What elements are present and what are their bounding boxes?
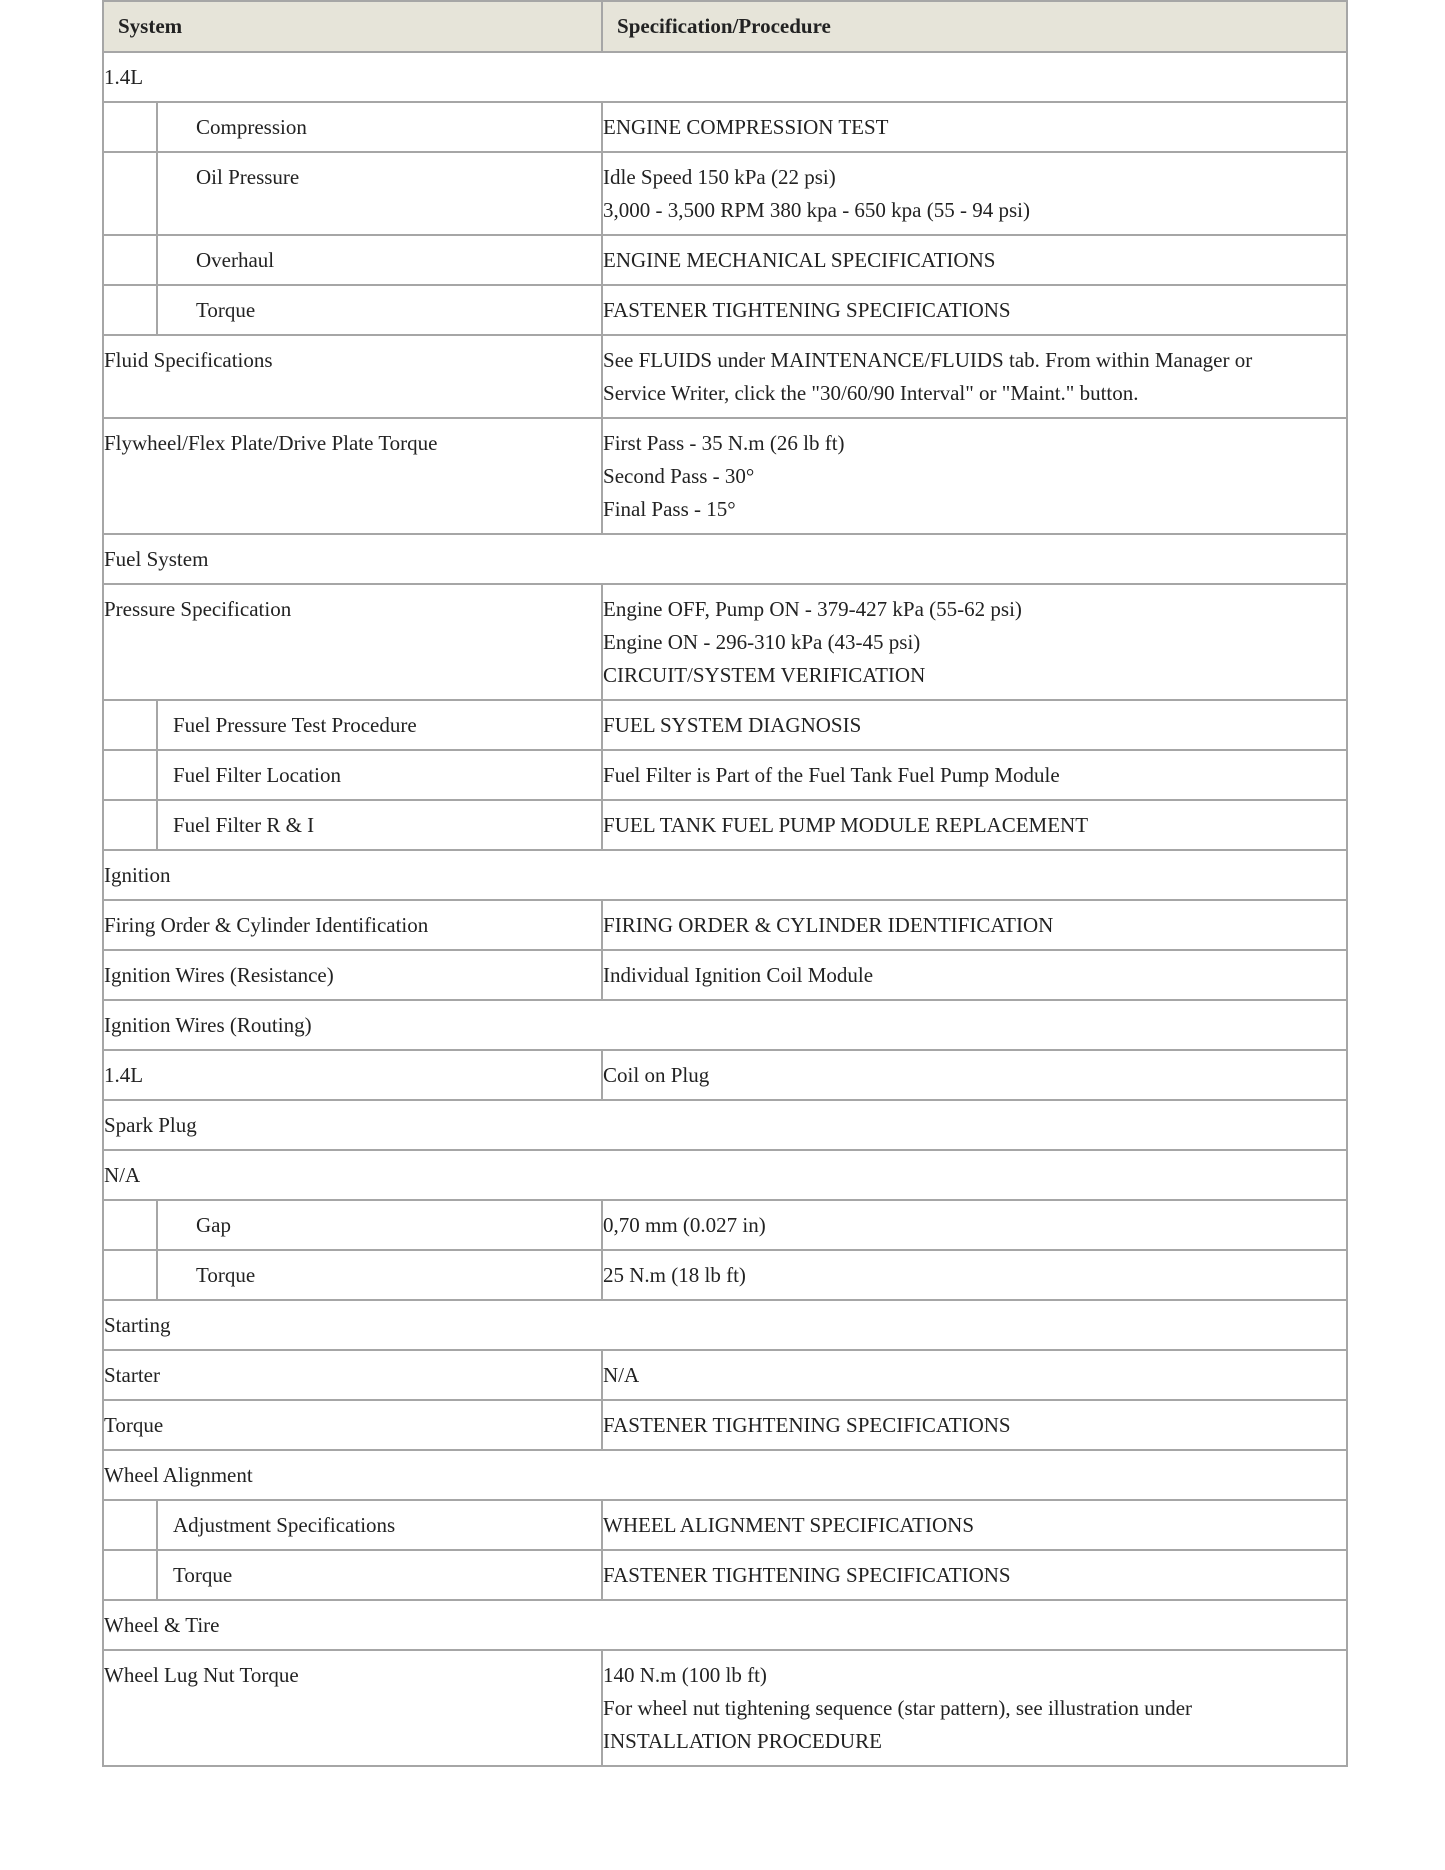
column-header-system: System: [103, 1, 602, 52]
system-label: Torque: [157, 1550, 602, 1600]
table-row: [103, 1650, 1347, 1766]
table-row: [103, 800, 1347, 850]
specification-line: Second Pass - 30°: [603, 464, 755, 488]
specification-value: [602, 700, 1347, 750]
specification-line: CIRCUIT/SYSTEM VERIFICATION: [603, 663, 926, 687]
table-row: [103, 418, 1347, 534]
specification-value: [602, 235, 1347, 285]
specification-line: Final Pass - 15°: [603, 497, 736, 521]
system-label: Starter: [103, 1350, 602, 1400]
system-label: Compression: [157, 102, 602, 152]
section-row: [103, 1300, 1347, 1350]
table-row: [103, 335, 1347, 418]
table-row: [103, 1050, 1347, 1100]
table-row: [103, 1200, 1347, 1250]
column-header-specification: Specification/Procedure: [602, 1, 1347, 52]
header-row: [103, 1, 1347, 52]
specification-line: See FLUIDS under MAINTENANCE/FLUIDS tab. From within Manager or: [603, 348, 1253, 372]
system-label: Fluid Specifications: [103, 335, 602, 418]
table-row: [103, 1400, 1347, 1450]
specification-line: ENGINE MECHANICAL SPECIFICATIONS: [603, 248, 996, 272]
specification-value: [602, 285, 1347, 335]
specification-line: 3,000 - 3,500 RPM 380 kpa - 650 kpa (55 - 94 psi): [603, 198, 1030, 222]
system-label: Torque: [157, 1250, 602, 1300]
system-label: Adjustment Specifications: [157, 1500, 602, 1550]
section-row: [103, 1150, 1347, 1200]
system-label: Firing Order & Cylinder Identification: [103, 900, 602, 950]
table-row: [103, 950, 1347, 1000]
system-label: Oil Pressure: [157, 152, 602, 235]
section-row: [103, 850, 1347, 900]
table-row: [103, 285, 1347, 335]
section-row: [103, 1450, 1347, 1500]
indent-cell: [103, 102, 157, 152]
section-label: Starting: [103, 1300, 1347, 1350]
specification-line: FASTENER TIGHTENING SPECIFICATIONS: [603, 1563, 1011, 1587]
specification-line: For wheel nut tightening sequence (star pattern), see illustration under: [603, 1696, 1193, 1720]
table-row: [103, 235, 1347, 285]
specification-value: [602, 584, 1347, 700]
specification-line: Engine ON - 296-310 kPa (43-45 psi): [603, 630, 921, 654]
table-row: [103, 750, 1347, 800]
table-row: [103, 1500, 1347, 1550]
section-row: [103, 1600, 1347, 1650]
section-label: Ignition: [103, 850, 1347, 900]
specification-value: [602, 1050, 1347, 1100]
section-label: Ignition Wires (Routing): [103, 1000, 1347, 1050]
system-label: Gap: [157, 1200, 602, 1250]
system-label: 1.4L: [103, 1050, 602, 1100]
specification-value: [602, 1500, 1347, 1550]
system-label: Overhaul: [157, 235, 602, 285]
system-label: Fuel Filter R & I: [157, 800, 602, 850]
specification-line: 25 N.m (18 lb ft): [603, 1263, 746, 1287]
specification-line: FUEL SYSTEM DIAGNOSIS: [603, 713, 862, 737]
table-row: [103, 1550, 1347, 1600]
indent-cell: [103, 750, 157, 800]
section-label: Wheel Alignment: [103, 1450, 1347, 1500]
system-label: Flywheel/Flex Plate/Drive Plate Torque: [103, 418, 602, 534]
indent-cell: [103, 1550, 157, 1600]
indent-cell: [103, 1200, 157, 1250]
indent-cell: [103, 1500, 157, 1550]
indent-cell: [103, 700, 157, 750]
specification-value: [602, 1550, 1347, 1600]
specification-line: FASTENER TIGHTENING SPECIFICATIONS: [603, 298, 1011, 322]
specification-value: [602, 750, 1347, 800]
specification-value: [602, 152, 1347, 235]
specification-value: [602, 1400, 1347, 1450]
table-row: [103, 700, 1347, 750]
system-label: Ignition Wires (Resistance): [103, 950, 602, 1000]
specification-line: WHEEL ALIGNMENT SPECIFICATIONS: [603, 1513, 975, 1537]
section-label: Fuel System: [103, 534, 1347, 584]
specification-line: Coil on Plug: [603, 1063, 710, 1087]
specification-line: FIRING ORDER & CYLINDER IDENTIFICATION: [603, 913, 1054, 937]
section-label: 1.4L: [103, 52, 1347, 102]
specification-line: Service Writer, click the "30/60/90 Interval" or "Maint." button.: [603, 381, 1139, 405]
specification-value: [602, 1350, 1347, 1400]
specification-value: [602, 102, 1347, 152]
specification-value: [602, 335, 1347, 418]
indent-cell: [103, 1250, 157, 1300]
spec-table: [102, 0, 1348, 1767]
specification-value: [602, 418, 1347, 534]
specification-line: 140 N.m (100 lb ft): [603, 1663, 767, 1687]
table-row: [103, 1350, 1347, 1400]
specification-line: First Pass - 35 N.m (26 lb ft): [603, 431, 845, 455]
section-label: Spark Plug: [103, 1100, 1347, 1150]
table-row: [103, 900, 1347, 950]
specification-line: 0,70 mm (0.027 in): [603, 1213, 766, 1237]
section-label: Wheel & Tire: [103, 1600, 1347, 1650]
indent-cell: [103, 235, 157, 285]
table-row: [103, 1250, 1347, 1300]
specification-line: ENGINE COMPRESSION TEST: [603, 115, 889, 139]
system-label: Fuel Filter Location: [157, 750, 602, 800]
section-row: [103, 52, 1347, 102]
specification-value: [602, 1650, 1347, 1766]
specification-value: [602, 1200, 1347, 1250]
specification-value: [602, 900, 1347, 950]
section-label: N/A: [103, 1150, 1347, 1200]
section-row: [103, 1000, 1347, 1050]
system-label: Torque: [157, 285, 602, 335]
specification-line: FUEL TANK FUEL PUMP MODULE REPLACEMENT: [603, 813, 1089, 837]
section-row: [103, 1100, 1347, 1150]
specification-value: [602, 950, 1347, 1000]
system-label: Pressure Specification: [103, 584, 602, 700]
specification-line: Engine OFF, Pump ON - 379-427 kPa (55-62 psi): [603, 597, 1022, 621]
specification-line: N/A: [603, 1363, 640, 1387]
specification-value: [602, 1250, 1347, 1300]
section-row: [103, 534, 1347, 584]
spec-table-body: [103, 52, 1347, 1766]
specification-line: INSTALLATION PROCEDURE: [603, 1729, 882, 1753]
indent-cell: [103, 285, 157, 335]
specification-line: FASTENER TIGHTENING SPECIFICATIONS: [603, 1413, 1011, 1437]
indent-cell: [103, 152, 157, 235]
specification-line: Individual Ignition Coil Module: [603, 963, 874, 987]
system-label: Wheel Lug Nut Torque: [103, 1650, 602, 1766]
system-label: Torque: [103, 1400, 602, 1450]
system-label: Fuel Pressure Test Procedure: [157, 700, 602, 750]
specification-line: Idle Speed 150 kPa (22 psi): [603, 165, 836, 189]
table-row: [103, 102, 1347, 152]
table-row: [103, 152, 1347, 235]
indent-cell: [103, 800, 157, 850]
table-row: [103, 584, 1347, 700]
specification-value: [602, 800, 1347, 850]
specification-line: Fuel Filter is Part of the Fuel Tank Fuel Pump Module: [603, 763, 1060, 787]
